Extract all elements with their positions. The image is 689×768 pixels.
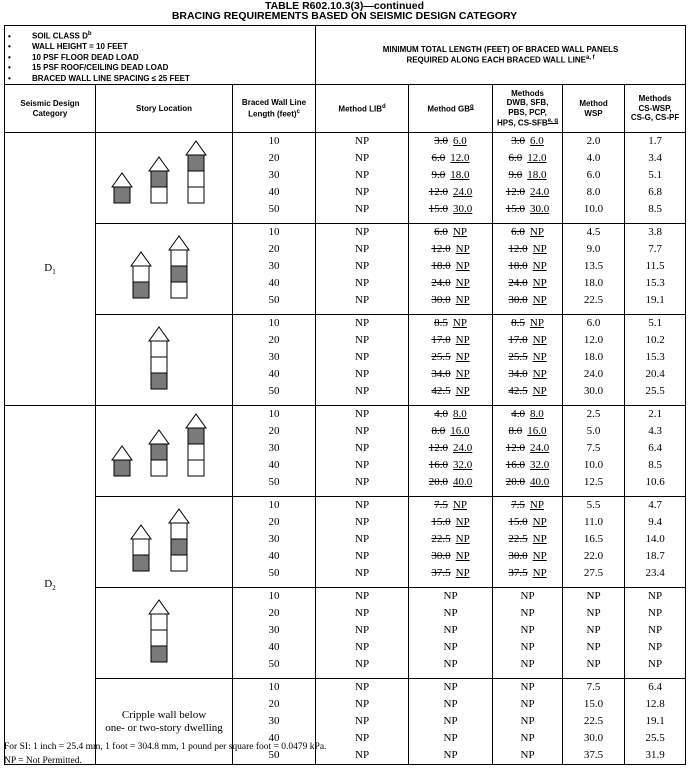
header-length: Braced Wall Line Length (feet)$^c$	[233, 85, 316, 133]
value-cell: 25.5 NP	[431, 351, 470, 364]
value-cell: 40	[268, 550, 280, 563]
value-cell: NP	[355, 408, 370, 421]
table-row	[5, 224, 686, 315]
value-cell: 5.1	[648, 169, 662, 182]
value-cell: NP	[586, 607, 601, 620]
value-cell: 34.0 NP	[508, 368, 547, 381]
header-story: Story Location	[96, 85, 233, 133]
value-cell: NP	[355, 698, 370, 711]
value-cell: 50	[268, 385, 280, 398]
value-cell: 24.0 NP	[508, 277, 547, 290]
house-story	[151, 373, 167, 389]
value-cell: NP	[355, 624, 370, 637]
value-cell: NP	[520, 732, 535, 745]
value-cell: NP	[355, 243, 370, 256]
condition-item: • 15 PSF ROOF/CEILING DEAD LOAD	[8, 63, 169, 73]
value-cell: 42.5 NP	[431, 385, 470, 398]
value-cell: NP	[355, 499, 370, 512]
value-cell: 10	[268, 226, 280, 239]
value-cell: NP	[355, 135, 370, 148]
value-cell: 20	[268, 516, 280, 529]
table-row	[5, 588, 686, 679]
house-story	[188, 187, 204, 203]
value-cell: NP	[355, 317, 370, 330]
value-cell: NP	[520, 681, 535, 694]
house-roof	[131, 252, 151, 266]
value-cell: 12.5	[583, 476, 604, 489]
value-cell: NP	[355, 590, 370, 603]
value-cell: 22.0	[583, 550, 604, 563]
value-cell: NP	[648, 658, 663, 671]
house-roof	[131, 525, 151, 539]
house-diagram	[96, 406, 233, 491]
value-cell: 6.0 12.0	[431, 152, 470, 165]
value-cell: 4.5	[586, 226, 601, 239]
value-cell: 15.0 30.0	[505, 203, 550, 216]
story-top	[96, 133, 233, 224]
header-cswsp: Methods CS-WSP, CS-G, CS-PF	[625, 85, 686, 133]
value-cell: 30.0	[583, 385, 604, 398]
value-cell: 7.5 NP	[511, 499, 544, 512]
value-cell: 30.0 NP	[508, 294, 547, 307]
value-cell: 4.0 8.0	[511, 408, 544, 421]
value-cell: 12.0 24.0	[505, 442, 550, 455]
house-story	[171, 523, 187, 539]
value-cell: 6.4	[648, 681, 662, 694]
value-cell: 37.5	[583, 749, 604, 762]
value-cell: 7.5	[586, 442, 601, 455]
value-cell: NP	[355, 459, 370, 472]
value-cell: NP	[443, 624, 458, 637]
house-story	[151, 444, 167, 460]
condition-item: • WALL HEIGHT = 10 FEET	[8, 42, 128, 52]
value-cell: 12.8	[645, 698, 665, 711]
value-cell: 40	[268, 641, 280, 654]
value-cell: NP	[355, 368, 370, 381]
value-cell: 16.0 32.0	[428, 459, 473, 472]
value-cell: 22.5 NP	[508, 533, 547, 546]
table-row	[5, 315, 686, 406]
house-story	[114, 187, 130, 203]
value-cell: NP	[355, 334, 370, 347]
category-cell: $D_1$	[5, 133, 96, 406]
value-cell: 50	[268, 658, 280, 671]
value-cell: 30	[268, 715, 280, 728]
house-story	[151, 460, 167, 476]
value-cell: NP	[648, 607, 663, 620]
value-cell: 34.0 NP	[431, 368, 470, 381]
value-cell: 27.5	[583, 567, 604, 580]
value-cell: 40	[268, 277, 280, 290]
value-cell: 16.5	[583, 533, 604, 546]
house-roof	[112, 446, 132, 460]
min-length-header: MINIMUM TOTAL LENGTH (FEET) OF BRACED WALL PANELS REQUIRED ALONG EACH BRACED WALL LINE$^{a, f}$	[316, 26, 686, 85]
house-story	[151, 646, 167, 662]
house-story	[114, 460, 130, 476]
value-cell: NP	[355, 351, 370, 364]
table-subtitle: BRACING REQUIREMENTS BASED ON SEISMIC DESIGN CATEGORY	[171, 10, 518, 22]
house-story	[171, 282, 187, 298]
value-cell: NP	[648, 624, 663, 637]
value-cell: NP	[443, 698, 458, 711]
house-story	[133, 555, 149, 571]
value-cell: 8.0 16.0	[508, 425, 547, 438]
value-cell: 12.0 24.0	[428, 186, 473, 199]
value-cell: 6.0	[586, 317, 601, 330]
house-story	[133, 539, 149, 555]
value-cell: 8.5 NP	[511, 317, 544, 330]
value-cell: 15.0 30.0	[428, 203, 473, 216]
value-cell: 15.0 NP	[431, 516, 470, 529]
value-cell: 25.5	[645, 732, 665, 745]
value-cell: 9.4	[648, 516, 662, 529]
category-cell: $D_2$	[5, 406, 96, 765]
value-cell: 15.3	[645, 277, 665, 290]
bracing-table	[4, 25, 686, 765]
house-story	[151, 187, 167, 203]
house-story	[188, 171, 204, 187]
value-cell: NP	[355, 425, 370, 438]
value-cell: NP	[520, 641, 535, 654]
value-cell: 30.0	[583, 732, 604, 745]
house-roof	[149, 600, 169, 614]
value-cell: 24.0	[583, 368, 604, 381]
value-cell: NP	[355, 681, 370, 694]
value-cell: NP	[355, 277, 370, 290]
house-roof	[169, 236, 189, 250]
value-cell: NP	[520, 698, 535, 711]
value-cell: 40	[268, 732, 280, 745]
house-story	[151, 341, 167, 357]
house-story	[151, 171, 167, 187]
value-cell: 2.5	[586, 408, 601, 421]
value-cell: 5.5	[586, 499, 601, 512]
value-cell: NP	[443, 732, 458, 745]
value-cell: NP	[355, 516, 370, 529]
value-cell: NP	[443, 607, 458, 620]
value-cell: 42.5 NP	[508, 385, 547, 398]
value-cell: 10.0	[583, 459, 604, 472]
header-wsp: Method WSP	[563, 85, 625, 133]
value-cell: 5.1	[648, 317, 662, 330]
value-cell: 15.0	[583, 698, 604, 711]
house-roof	[112, 173, 132, 187]
value-cell: 37.5 NP	[508, 567, 547, 580]
value-cell: 31.9	[645, 749, 665, 762]
value-cell: NP	[443, 590, 458, 603]
value-cell: 17.0 NP	[508, 334, 547, 347]
value-cell: NP	[355, 533, 370, 546]
house-diagram	[96, 588, 233, 673]
value-cell: NP	[586, 658, 601, 671]
value-cell: 10.6	[645, 476, 665, 489]
house-story	[188, 155, 204, 171]
house-story	[188, 460, 204, 476]
house-story	[133, 282, 149, 298]
header-lib: Method LIB$^d$	[316, 85, 409, 133]
story-top	[96, 406, 233, 497]
value-cell: 25.5	[645, 385, 665, 398]
value-cell: 12.0	[583, 334, 604, 347]
value-cell: 6.0	[586, 169, 601, 182]
value-cell: NP	[355, 186, 370, 199]
value-cell: 10	[268, 135, 280, 148]
value-cell: 50	[268, 567, 280, 580]
value-cell: 22.5 NP	[431, 533, 470, 546]
value-cell: 30	[268, 624, 280, 637]
value-cell: 24.0 NP	[431, 277, 470, 290]
value-cell: NP	[443, 641, 458, 654]
house-diagram	[96, 224, 233, 309]
house-roof	[169, 509, 189, 523]
value-cell: 14.0	[645, 533, 665, 546]
value-cell: 12.0 NP	[508, 243, 547, 256]
table-row	[5, 497, 686, 588]
value-cell: NP	[443, 715, 458, 728]
value-cell: 15.3	[645, 351, 665, 364]
house-story	[171, 250, 187, 266]
value-cell: 20	[268, 425, 280, 438]
value-cell: 8.0 16.0	[431, 425, 470, 438]
value-cell: 30	[268, 533, 280, 546]
house-story	[171, 266, 187, 282]
value-cell: 20.0 40.0	[428, 476, 473, 489]
house-story	[151, 614, 167, 630]
value-cell: NP	[355, 550, 370, 563]
value-cell: 12.0 24.0	[428, 442, 473, 455]
house-roof	[149, 157, 169, 171]
value-cell: 9.0 18.0	[508, 169, 547, 182]
value-cell: 8.5 NP	[434, 317, 467, 330]
value-cell: 17.0 NP	[431, 334, 470, 347]
footnote-si: For SI: 1 inch = 25.4 mm, 1 foot = 304.8 mm, 1 pound per square foot = 0.0479 kPa.	[4, 742, 327, 752]
value-cell: 30.0 NP	[431, 294, 470, 307]
value-cell: NP	[355, 442, 370, 455]
value-cell: 6.0 12.0	[508, 152, 547, 165]
value-cell: 1.7	[648, 135, 662, 148]
value-cell: NP	[648, 641, 663, 654]
value-cell: NP	[586, 590, 601, 603]
value-cell: 11.5	[645, 260, 665, 273]
condition-item: • BRACED WALL LINE SPACING ≤ 25 FEET	[8, 73, 190, 83]
value-cell: 8.5	[648, 203, 662, 216]
value-cell: 6.0 NP	[434, 226, 467, 239]
value-cell: 3.0 6.0	[511, 135, 544, 148]
condition-item: • SOIL CLASS $D^b$	[8, 31, 92, 41]
value-cell: NP	[520, 658, 535, 671]
value-cell: 20	[268, 698, 280, 711]
house-roof	[186, 414, 206, 428]
value-cell: 7.5	[586, 681, 601, 694]
value-cell: 20	[268, 334, 280, 347]
value-cell: NP	[355, 749, 370, 762]
value-cell: 10.2	[645, 334, 665, 347]
value-cell: 11.0	[584, 516, 603, 529]
value-cell: 19.1	[645, 715, 665, 728]
value-cell: 3.0 6.0	[434, 135, 467, 148]
value-cell: 18.0	[583, 277, 604, 290]
house-diagram	[96, 133, 233, 218]
value-cell: NP	[355, 476, 370, 489]
value-cell: 30.0 NP	[508, 550, 547, 563]
story-bottom	[96, 315, 233, 406]
value-cell: 15.0 NP	[508, 516, 547, 529]
value-cell: 4.0	[586, 152, 601, 165]
value-cell: 2.1	[648, 408, 662, 421]
value-cell: 50	[268, 203, 280, 216]
value-cell: 20	[268, 243, 280, 256]
house-diagram	[96, 315, 233, 400]
value-cell: NP	[355, 226, 370, 239]
value-cell: 6.0 NP	[511, 226, 544, 239]
value-cell: NP	[355, 658, 370, 671]
house-story	[171, 539, 187, 555]
value-cell: 8.5	[648, 459, 662, 472]
value-cell: NP	[443, 749, 458, 762]
table-title: TABLE R602.10.3(3)—continued	[264, 0, 425, 12]
value-cell: 12.0 NP	[431, 243, 470, 256]
value-cell: NP	[443, 658, 458, 671]
value-cell: 6.8	[648, 186, 662, 199]
value-cell: 7.7	[648, 243, 662, 256]
value-cell: NP	[520, 590, 535, 603]
value-cell: 4.3	[648, 425, 662, 438]
value-cell: 23.4	[645, 567, 665, 580]
header-dwb: Methods DWB, SFB, PBS, PCP, HPS, CS-SFB$^{e, g}$	[493, 85, 563, 133]
story-bottom	[96, 588, 233, 679]
value-cell: 13.5	[583, 260, 604, 273]
value-cell: 22.5	[583, 715, 604, 728]
value-cell: 4.0 8.0	[434, 408, 467, 421]
value-cell: 25.5 NP	[508, 351, 547, 364]
value-cell: 10	[268, 681, 280, 694]
house-diagram	[96, 497, 233, 582]
value-cell: 2.0	[586, 135, 601, 148]
story-cripple: Cripple wall below one- or two-story dwelling	[96, 679, 233, 765]
value-cell: 30	[268, 442, 280, 455]
value-cell: 30	[268, 260, 280, 273]
value-cell: 40	[268, 186, 280, 199]
house-roof	[186, 141, 206, 155]
table-row	[5, 133, 686, 224]
house-roof	[149, 327, 169, 341]
value-cell: 40	[268, 459, 280, 472]
value-cell: NP	[443, 681, 458, 694]
value-cell: 10	[268, 590, 280, 603]
value-cell: 10.0	[583, 203, 604, 216]
house-story	[151, 357, 167, 373]
value-cell: 10	[268, 499, 280, 512]
value-cell: 4.7	[648, 499, 662, 512]
value-cell: 7.5 NP	[434, 499, 467, 512]
header-gb: Method $GB^g$	[409, 85, 493, 133]
value-cell: 20	[268, 607, 280, 620]
value-cell: NP	[520, 607, 535, 620]
value-cell: 9.0	[586, 243, 601, 256]
value-cell: 6.4	[648, 442, 662, 455]
value-cell: 22.5	[583, 294, 604, 307]
value-cell: 10	[268, 317, 280, 330]
value-cell: 19.1	[645, 294, 665, 307]
value-cell: NP	[520, 624, 535, 637]
story-middle	[96, 224, 233, 315]
value-cell: 5.0	[586, 425, 601, 438]
value-cell: 40	[268, 368, 280, 381]
value-cell: 50	[268, 476, 280, 489]
value-cell: 20	[268, 152, 280, 165]
house-story	[188, 444, 204, 460]
value-cell: 3.4	[648, 152, 662, 165]
value-cell: 37.5 NP	[431, 567, 470, 580]
condition-item: • 10 PSF FLOOR DEAD LOAD	[8, 52, 139, 62]
value-cell: NP	[355, 260, 370, 273]
value-cell: 8.0	[586, 186, 601, 199]
value-cell: 20.4	[645, 368, 665, 381]
value-cell: NP	[355, 715, 370, 728]
value-cell: 20.0 40.0	[505, 476, 550, 489]
value-cell: NP	[355, 732, 370, 745]
value-cell: 18.0 NP	[508, 260, 547, 273]
value-cell: NP	[355, 152, 370, 165]
value-cell: NP	[520, 749, 535, 762]
value-cell: 9.0 18.0	[431, 169, 470, 182]
value-cell: 50	[268, 749, 280, 762]
story-middle	[96, 497, 233, 588]
house-story	[133, 266, 149, 282]
value-cell: NP	[355, 607, 370, 620]
value-cell: 30	[268, 351, 280, 364]
value-cell: NP	[648, 590, 663, 603]
value-cell: NP	[520, 715, 535, 728]
table-row	[5, 406, 686, 497]
footnote-np: NP = Not Permitted.	[4, 756, 82, 766]
value-cell: 30.0 NP	[431, 550, 470, 563]
house-story	[188, 428, 204, 444]
value-cell: 16.0 32.0	[505, 459, 550, 472]
value-cell: 30	[268, 169, 280, 182]
value-cell: NP	[355, 294, 370, 307]
conditions-list	[5, 26, 316, 85]
value-cell: NP	[586, 641, 601, 654]
house-roof	[149, 430, 169, 444]
header-category: Seismic Design Category	[5, 85, 96, 133]
value-cell: 10	[268, 408, 280, 421]
value-cell: NP	[355, 641, 370, 654]
value-cell: NP	[586, 624, 601, 637]
value-cell: 50	[268, 294, 280, 307]
value-cell: 18.0	[583, 351, 604, 364]
value-cell: 3.8	[648, 226, 662, 239]
house-story	[151, 630, 167, 646]
value-cell: NP	[355, 169, 370, 182]
house-story	[171, 555, 187, 571]
value-cell: 18.0 NP	[431, 260, 470, 273]
value-cell: 12.0 24.0	[505, 186, 550, 199]
value-cell: NP	[355, 567, 370, 580]
value-cell: 18.7	[645, 550, 665, 563]
value-cell: NP	[355, 385, 370, 398]
value-cell: NP	[355, 203, 370, 216]
